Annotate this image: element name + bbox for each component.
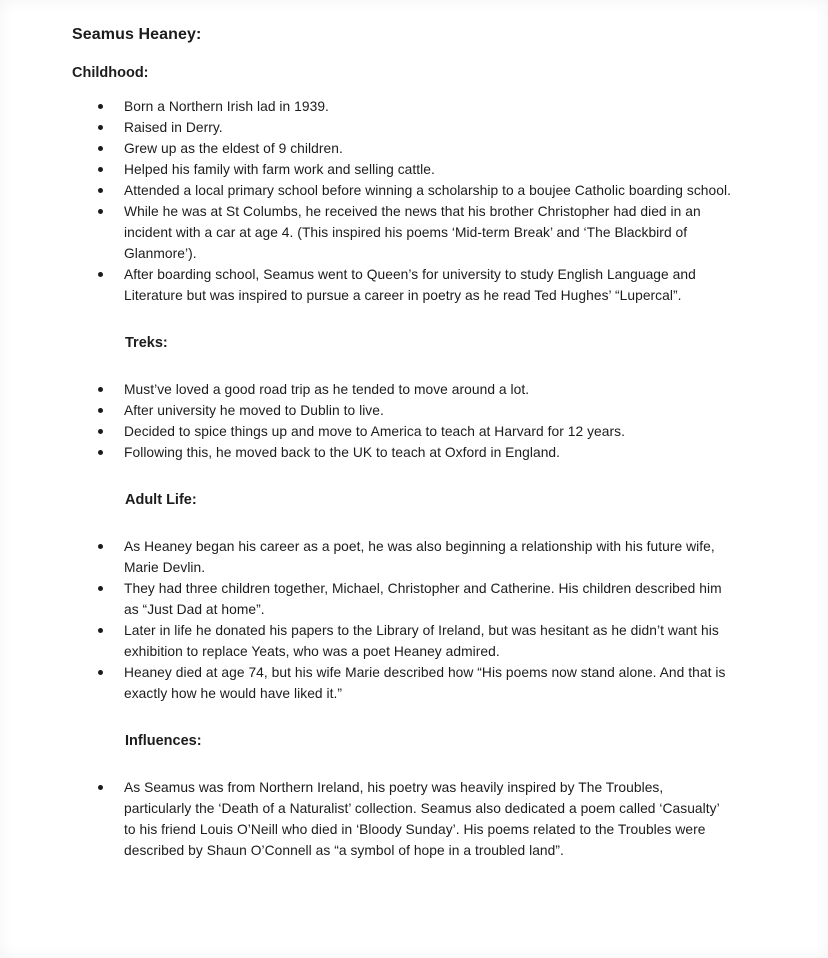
bullet-item [72,442,731,463]
bullet-text: Decided to spice things up and move to America to teach at Harvard for 12 years. [124,424,625,439]
bullet-icon [98,628,103,633]
bullet-item [72,536,731,578]
bullet-icon [98,209,103,214]
bullet-text: Later in life he donated his papers to the Library of Ireland, but was hesitant as he didn’t want his exhibition to replace Yeats, who was a poet Heaney admired. [124,623,719,659]
bullet-icon [98,586,103,591]
section-treks [72,334,731,463]
bullet-text: Attended a local primary school before winning a scholarship to a boujee Catholic boarding school. [124,183,731,198]
bullet-item [72,662,731,704]
section-adult-life [72,491,731,704]
bullet-item [72,117,731,138]
bullet-list-adult-life [72,536,731,704]
section-heading-childhood: Childhood: [72,65,149,81]
section-childhood [72,64,731,306]
section-influences [72,732,731,861]
bullet-item [72,264,731,306]
bullet-item [72,159,731,180]
document-title: Seamus Heaney: [72,26,202,43]
bullet-item [72,578,731,620]
bullet-text: After boarding school, Seamus went to Queen’s for university to study English Language and Literature but was inspired to pursue a career in poetry as he read Ted Hughes’ “Lupercal”. [124,267,696,303]
bullet-icon [98,544,103,549]
bullet-icon [98,387,103,392]
bullet-icon [98,125,103,130]
bullet-list-treks [72,379,731,463]
bullet-list-influences [72,777,731,861]
bullet-item [72,400,731,421]
bullet-text: Heaney died at age 74, but his wife Marie described how “His poems now stand alone. And that is exactly how he would have liked it.” [124,665,726,701]
bullet-text: They had three children together, Michael, Christopher and Catherine. His children described him as “Just Dad at home”. [124,581,722,617]
bullet-item [72,201,731,264]
bullet-text: While he was at St Columbs, he received the news that his brother Christopher had died in an incident with a car at age 4. (This inspired his poems ‘Mid-term Break’ and ‘The Blackbird of Glanmore’). [124,204,701,261]
bullet-icon [98,188,103,193]
bullet-icon [98,408,103,413]
bullet-item [72,96,731,117]
bullet-text: As Seamus was from Northern Ireland, his poetry was heavily inspired by The Troubles, particularly the ‘Death of a Naturalist’ collection. Seamus also dedicated a poem called ‘Casualty’ to his friend Louis O’Neill who died in ‘Bloody Sunday’. His poems related to the Troubles were described by Shaun O’Connell as “a symbol of hope in a troubled land”. [124,780,720,858]
bullet-icon [98,272,103,277]
bullet-icon [98,450,103,455]
bullet-icon [98,785,103,790]
bullet-text: As Heaney began his career as a poet, he was also beginning a relationship with his future wife, Marie Devlin. [124,539,715,575]
bullet-item [72,777,731,861]
bullet-text: After university he moved to Dublin to live. [124,403,384,418]
bullet-list-childhood [72,96,731,306]
bullet-item [72,180,731,201]
bullet-item [72,620,731,662]
section-heading-treks: Treks: [125,335,168,351]
bullet-text: Grew up as the eldest of 9 children. [124,141,343,156]
bullet-icon [98,429,103,434]
bullet-text: Raised in Derry. [124,120,223,135]
section-heading-influences: Influences: [125,733,202,749]
section-heading-adult-life: Adult Life: [125,492,197,508]
bullet-icon [98,104,103,109]
bullet-text: Helped his family with farm work and selling cattle. [124,162,435,177]
bullet-icon [98,167,103,172]
bullet-item [72,421,731,442]
bullet-item [72,379,731,400]
bullet-item [72,138,731,159]
bullet-text: Must’ve loved a good road trip as he tended to move around a lot. [124,382,530,397]
bullet-text: Following this, he moved back to the UK to teach at Oxford in England. [124,445,561,460]
bullet-icon [98,146,103,151]
bullet-text: Born a Northern Irish lad in 1939. [124,99,329,114]
bullet-icon [98,670,103,675]
